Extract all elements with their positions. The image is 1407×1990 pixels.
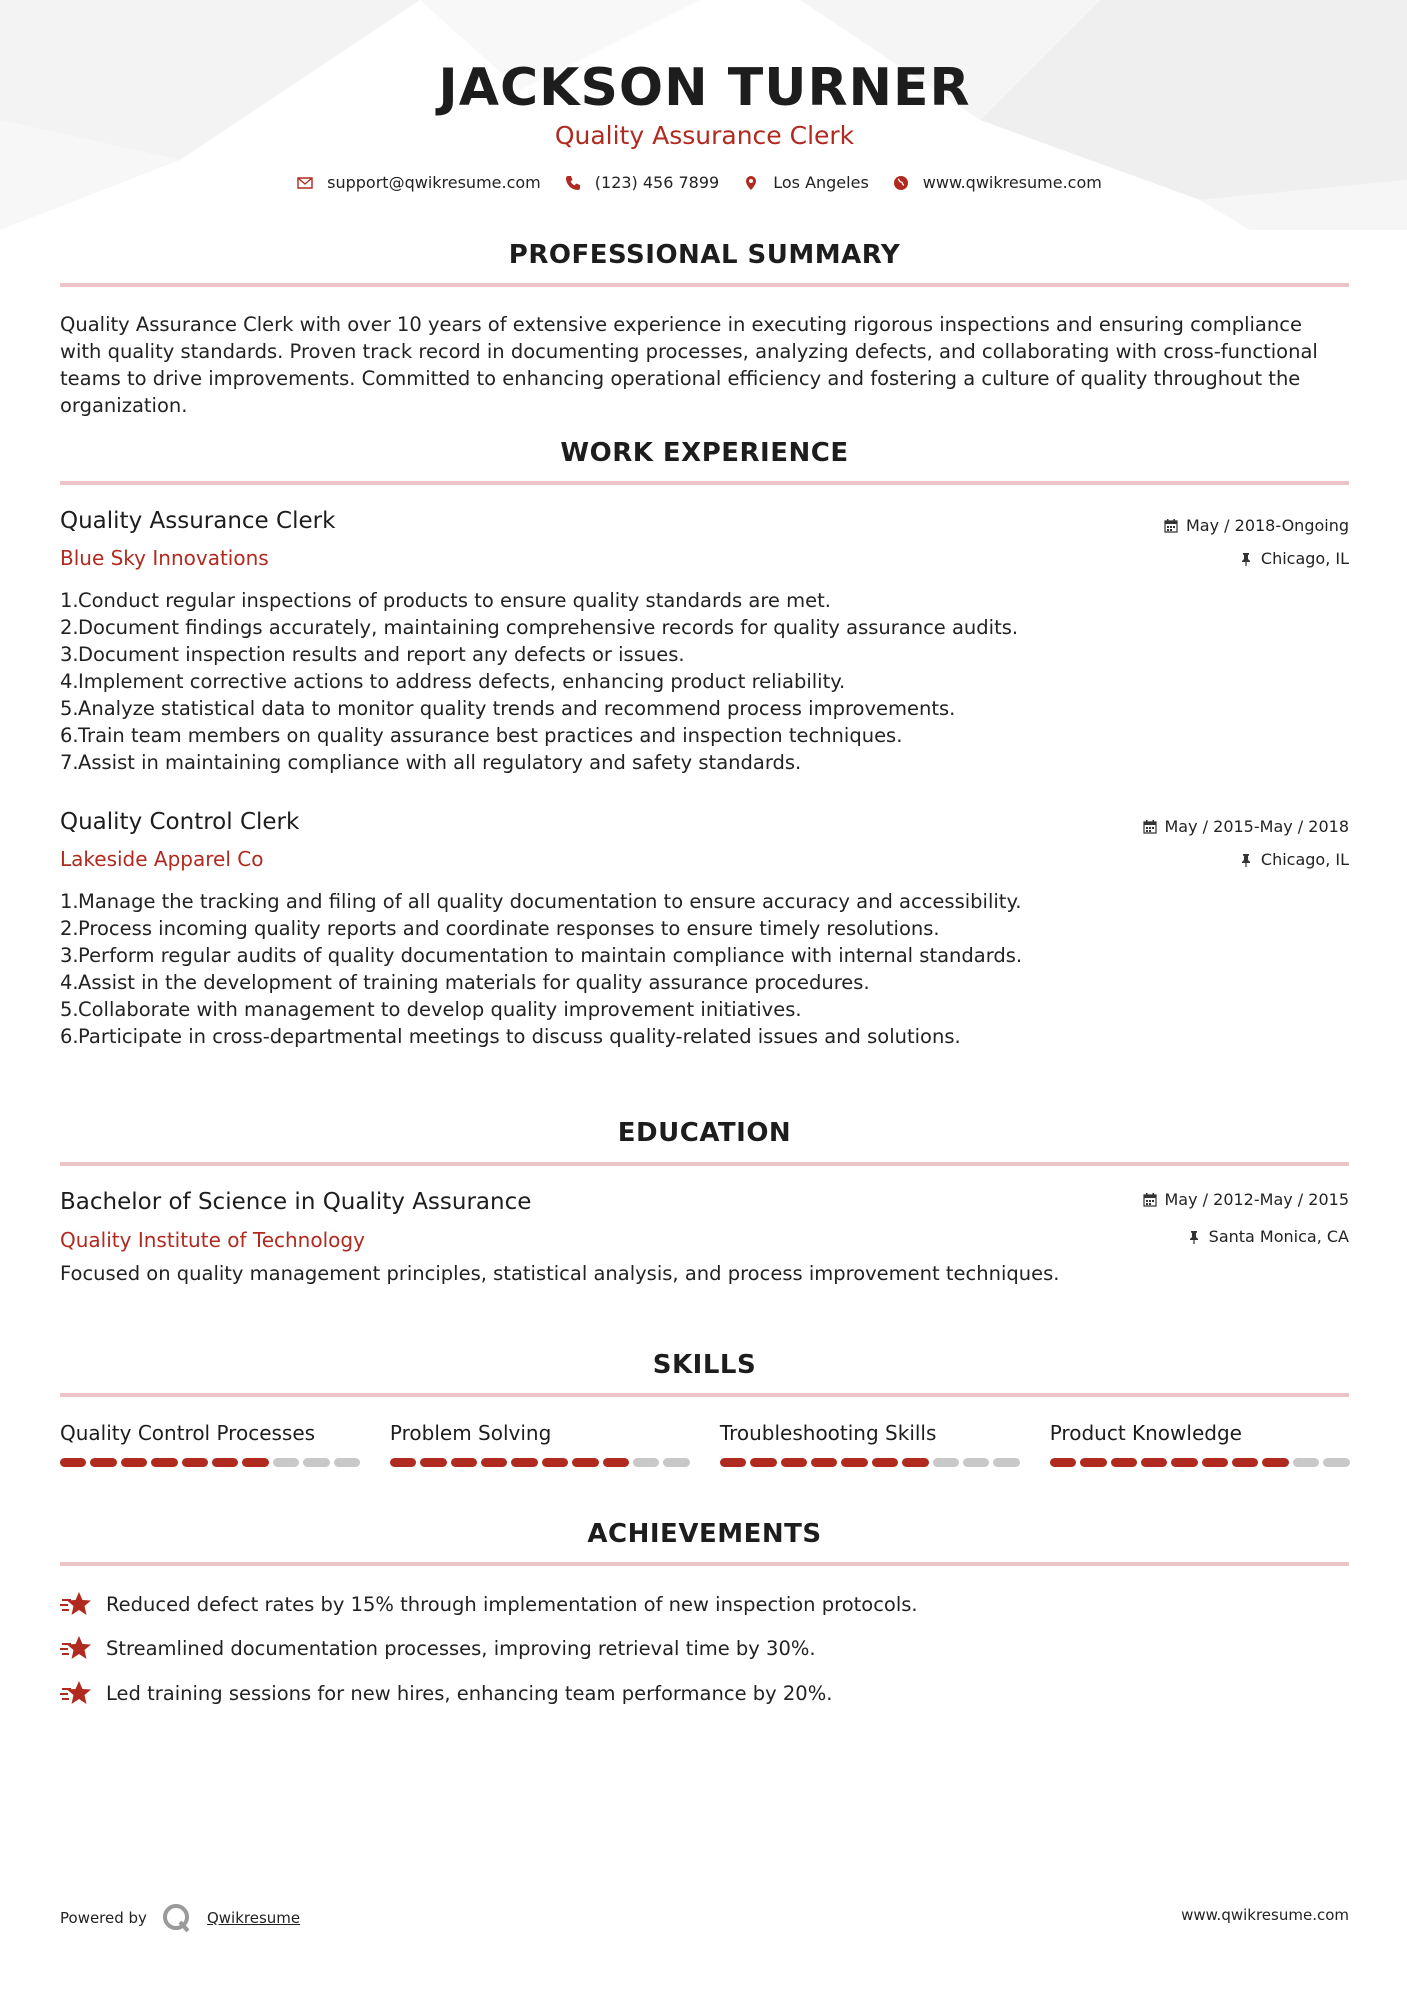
skill-segment-empty — [663, 1458, 689, 1467]
contact-website-text[interactable]: www.qwikresume.com — [922, 173, 1102, 192]
job-title: Quality Assurance Clerk — [60, 508, 336, 534]
skill-segment-filled — [1050, 1458, 1076, 1467]
experience-divider — [60, 481, 1349, 485]
skill-segment-empty — [273, 1458, 299, 1467]
achievement-text: Led training sessions for new hires, enhancing team performance by 20%. — [106, 1681, 833, 1705]
education-location — [1187, 1227, 1349, 1246]
skill-item — [720, 1421, 1020, 1467]
skill-segment-filled — [781, 1458, 807, 1467]
skill-segment-empty — [933, 1458, 959, 1467]
duty-text: Train team members on quality assurance best practices and inspection techniques. — [78, 724, 903, 747]
list-item: 3. Document inspection results and report any defects or issues. — [60, 643, 685, 666]
skill-segment-filled — [511, 1458, 537, 1467]
job-location — [1239, 549, 1349, 568]
list-item: 6. Participate in cross-departmental meetings to discuss quality-related issues and solutions. — [60, 1025, 961, 1048]
contact-email[interactable] — [297, 173, 541, 192]
skill-segment-empty — [963, 1458, 989, 1467]
brand-link[interactable]: Qwikresume — [206, 1909, 301, 1927]
skill-segment-filled — [451, 1458, 477, 1467]
candidate-name: JACKSON TURNER — [438, 58, 971, 118]
skill-segment-filled — [572, 1458, 598, 1467]
list-item: 3. Perform regular audits of quality documentation to maintain compliance with internal standards. — [60, 944, 1023, 967]
skill-name: Problem Solving — [389, 1421, 552, 1445]
skill-segment-empty — [633, 1458, 659, 1467]
achievement-item — [60, 1590, 918, 1618]
job-dates-text: May / 2018-Ongoing — [1186, 516, 1349, 535]
contact-bar — [60, 173, 1349, 192]
list-item: 6. Train team members on quality assurance best practices and inspection techniques. — [60, 724, 903, 747]
qwikresume-logo-icon — [161, 1902, 193, 1934]
list-item: 1. Conduct regular inspections of products to ensure quality standards are met. — [60, 589, 831, 612]
contact-email-text[interactable]: support@qwikresume.com — [327, 173, 541, 192]
skill-segment-empty — [334, 1458, 360, 1467]
list-item: 2. Document findings accurately, maintaining comprehensive records for quality assurance audits. — [60, 616, 1019, 639]
job-dates — [1143, 817, 1350, 836]
contact-website[interactable] — [893, 173, 1102, 192]
footer-website[interactable]: www.qwikresume.com — [1181, 1906, 1349, 1924]
skill-name: Troubleshooting Skills — [719, 1421, 937, 1445]
map-pin-icon — [743, 175, 759, 191]
skill-segment-filled — [542, 1458, 568, 1467]
list-item: 7. Assist in maintaining compliance with all regulatory and safety standards. — [60, 751, 802, 774]
skill-level-bar — [720, 1458, 1020, 1467]
skills-heading: SKILLS — [652, 1350, 757, 1380]
skill-segment-filled — [1232, 1458, 1258, 1467]
skill-segment-filled — [151, 1458, 177, 1467]
skill-segment-filled — [872, 1458, 898, 1467]
job-location-text: Chicago, IL — [1260, 549, 1349, 568]
achievements-heading: ACHIEVEMENTS — [587, 1519, 822, 1549]
duty-text: Document inspection results and report any defects or issues. — [78, 643, 685, 666]
calendar-icon — [1143, 820, 1157, 834]
contact-location-text: Los Angeles — [773, 173, 869, 192]
job-company: Lakeside Apparel Co — [60, 847, 264, 871]
skill-segment-filled — [60, 1458, 86, 1467]
skill-segment-filled — [420, 1458, 446, 1467]
globe-icon — [893, 175, 909, 191]
education-dates — [1143, 1190, 1350, 1209]
duty-text: Conduct regular inspections of products to ensure quality standards are met. — [78, 589, 831, 612]
achievement-text: Streamlined documentation processes, improving retrieval time by 30%. — [106, 1636, 816, 1660]
skill-segment-filled — [182, 1458, 208, 1467]
skill-segment-filled — [1262, 1458, 1288, 1467]
duty-text: Document findings accurately, maintaining comprehensive records for quality assurance audits. — [78, 616, 1019, 639]
summary-divider — [60, 283, 1349, 287]
job-dates — [1164, 516, 1349, 535]
skill-segment-filled — [720, 1458, 746, 1467]
summary-heading: PROFESSIONAL SUMMARY — [508, 240, 901, 270]
skill-segment-filled — [1080, 1458, 1106, 1467]
duty-text: Perform regular audits of quality documentation to maintain compliance with internal standards. — [78, 944, 1023, 967]
duty-text: Collaborate with management to develop quality improvement initiatives. — [78, 998, 802, 1021]
skill-segment-filled — [90, 1458, 116, 1467]
envelope-icon — [297, 175, 313, 191]
list-item: 4. Implement corrective actions to address defects, enhancing product reliability. — [60, 670, 846, 693]
duty-text: Assist in the development of training materials for quality assurance procedures. — [78, 971, 870, 994]
education-description: Focused on quality management principles, statistical analysis, and process improvement techniques. — [60, 1262, 1060, 1285]
job-location-text: Chicago, IL — [1260, 850, 1349, 869]
pushpin-icon — [1239, 853, 1253, 867]
experience-heading: WORK EXPERIENCE — [560, 438, 849, 468]
skill-segment-empty — [303, 1458, 329, 1467]
skill-name: Product Knowledge — [1049, 1421, 1242, 1445]
achievements-divider — [60, 1562, 1349, 1566]
job-company: Blue Sky Innovations — [60, 546, 269, 570]
skill-segment-empty — [1293, 1458, 1319, 1467]
achievement-text: Reduced defect rates by 15% through implementation of new inspection protocols. — [106, 1592, 918, 1616]
footer-powered-by — [60, 1902, 300, 1934]
skill-name: Quality Control Processes — [60, 1421, 316, 1445]
education-dates-text: May / 2012-May / 2015 — [1164, 1190, 1349, 1209]
summary-text: Quality Assurance Clerk with over 10 years of extensive experience in executing rigorous inspections and ensuring compliance with quality standards. Proven track record in documenting processes, analyzing defects, and collaborating with cross-functional teams to drive improvements. Committed to enhancing operational efficiency and fostering a culture of quality throughout the organization. — [60, 313, 1318, 417]
education-heading: EDUCATION — [617, 1118, 792, 1148]
education-divider — [60, 1162, 1349, 1166]
education-school: Quality Institute of Technology — [60, 1228, 365, 1252]
skill-segment-filled — [1141, 1458, 1167, 1467]
phone-icon — [565, 175, 581, 191]
duty-text: Assist in maintaining compliance with all regulatory and safety standards. — [78, 751, 802, 774]
skill-segment-filled — [212, 1458, 238, 1467]
skill-segment-filled — [390, 1458, 416, 1467]
skill-segment-filled — [1111, 1458, 1137, 1467]
pushpin-icon — [1187, 1230, 1201, 1244]
skills-divider — [60, 1393, 1349, 1397]
list-item: 1. Manage the tracking and filing of all quality documentation to ensure accuracy and accessibility. — [60, 890, 1022, 913]
skill-segment-filled — [811, 1458, 837, 1467]
contact-phone[interactable] — [565, 173, 719, 192]
skill-segment-filled — [1202, 1458, 1228, 1467]
calendar-icon — [1164, 519, 1178, 533]
skill-level-bar — [1050, 1458, 1350, 1467]
job-dates-text: May / 2015-May / 2018 — [1164, 817, 1349, 836]
duty-text: Analyze statistical data to monitor quality trends and recommend process improvements. — [78, 697, 956, 720]
list-item: 2. Process incoming quality reports and coordinate responses to ensure timely resolutions. — [60, 917, 940, 940]
duty-text: Process incoming quality reports and coordinate responses to ensure timely resolutions. — [78, 917, 940, 940]
skill-level-bar — [60, 1458, 360, 1467]
skill-segment-filled — [481, 1458, 507, 1467]
pushpin-icon — [1239, 552, 1253, 566]
skill-segment-filled — [121, 1458, 147, 1467]
duty-text: Participate in cross-departmental meetings to discuss quality-related issues and solutions. — [78, 1025, 961, 1048]
duty-text: Implement corrective actions to address defects, enhancing product reliability. — [78, 670, 846, 693]
candidate-role: Quality Assurance Clerk — [554, 121, 855, 150]
skill-level-bar — [390, 1458, 690, 1467]
skill-segment-filled — [902, 1458, 928, 1467]
education-location-text: Santa Monica, CA — [1208, 1227, 1349, 1246]
skill-item — [60, 1421, 360, 1467]
job-duties-list — [60, 587, 1349, 776]
list-item: 4. Assist in the development of training materials for quality assurance procedures. — [60, 971, 870, 994]
skill-item — [390, 1421, 690, 1467]
contact-phone-text[interactable]: (123) 456 7899 — [594, 173, 720, 192]
skill-segment-empty — [1323, 1458, 1349, 1467]
skill-segment-filled — [1171, 1458, 1197, 1467]
star-icon — [60, 1590, 92, 1618]
skill-segment-empty — [993, 1458, 1019, 1467]
skill-segment-filled — [841, 1458, 867, 1467]
skill-segment-filled — [242, 1458, 268, 1467]
list-item: 5. Analyze statistical data to monitor quality trends and recommend process improvements. — [60, 697, 956, 720]
duty-text: Manage the tracking and filing of all quality documentation to ensure accuracy and accessibility. — [78, 890, 1022, 913]
achievement-item — [60, 1634, 816, 1662]
skill-segment-filled — [603, 1458, 629, 1467]
star-icon — [60, 1679, 92, 1707]
job-title: Quality Control Clerk — [60, 809, 300, 835]
skills-grid — [60, 1421, 1349, 1467]
list-item: 5. Collaborate with management to develop quality improvement initiatives. — [60, 998, 802, 1021]
calendar-icon — [1143, 1193, 1157, 1207]
job-location — [1239, 850, 1349, 869]
contact-location — [743, 173, 869, 192]
achievement-item — [60, 1679, 832, 1707]
skill-item — [1050, 1421, 1350, 1467]
star-icon — [60, 1634, 92, 1662]
education-degree: Bachelor of Science in Quality Assurance — [60, 1189, 532, 1215]
powered-by-label: Powered by — [60, 1909, 147, 1927]
job-duties-list — [60, 888, 1349, 1050]
skill-segment-filled — [750, 1458, 776, 1467]
